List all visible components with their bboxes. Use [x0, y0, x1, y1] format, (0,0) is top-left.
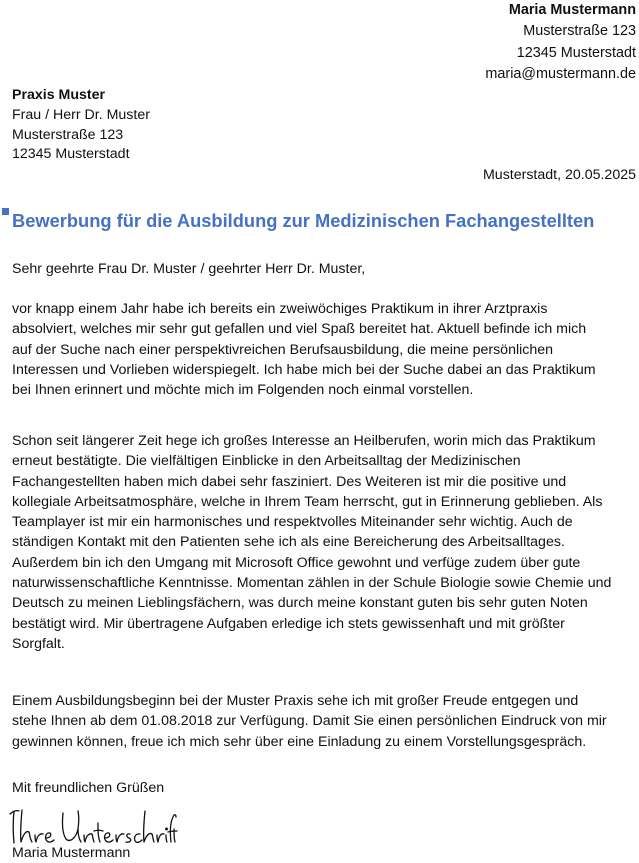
body-paragraph-2: [12, 431, 638, 654]
paragraph-line: stehe Ihnen ab dem 01.08.2018 zur Verfügung. Damit Sie einen persönlichen Eindruck von mir: [12, 713, 607, 730]
recipient-contact: Frau / Herr Dr. Muster: [12, 106, 150, 123]
paragraph-line: bei Ihnen erinnert und möchte mich im Folgenden noch einmal vorstellen.: [12, 382, 474, 399]
letter-greeting: Sehr geehrte Frau Dr. Muster / geehrter Herr Dr. Muster,: [12, 261, 366, 277]
paragraph-line: Außerdem bin ich den Umgang mit Microsoft Office gewohnt und verfüge zudem über gute: [12, 554, 581, 571]
sender-email: maria@mustermann.de: [485, 65, 636, 82]
recipient-street: Musterstraße 123: [12, 126, 124, 143]
paragraph-line: Fachangestellten haben mich dabei sehr fasziniert. Des Weiteren ist mir die positive und: [12, 473, 567, 490]
paragraph-line: ständigen Kontakt mit den Patienten sehe ich als eine Bereicherung des Arbeitsalltages.: [12, 534, 565, 551]
subject-marker: [2, 208, 9, 215]
sender-street: Musterstraße 123: [523, 23, 636, 40]
recipient-city: 12345 Musterstadt: [12, 146, 130, 163]
body-paragraph-3: [12, 691, 638, 752]
sender-address: [485, 0, 636, 85]
paragraph-line: auf der Suche nach einer perspektivreichen Berufsausbildung, die meine persönlichen: [12, 341, 554, 358]
signer-name: Maria Mustermann: [12, 845, 131, 861]
letter-closing: Mit freundlichen Grüßen: [12, 780, 165, 796]
paragraph-line: erneut bestätigte. Die vielfältigen Einblicke in den Arbeitsalltag der Medizinischen: [12, 453, 521, 470]
paragraph-line: Einem Ausbildungsbeginn bei der Muster Praxis sehe ich mit großer Freude entgegen und: [12, 693, 579, 709]
paragraph-line: absolviert, welches mir sehr gut gefallen und viel Spaß bereitet hat. Aktuell befinde ich mich: [12, 321, 587, 338]
paragraph-line: bestätigt wird. Mir übertragene Aufgaben erledige ich stets gewissenhaft und mit größter: [12, 615, 565, 632]
paragraph-line: vor knapp einem Jahr habe ich bereits ein zweiwöchiges Praktikum in ihrer Arztpraxis: [12, 301, 548, 317]
letter-subject: Bewerbung für die Ausbildung zur Medizinischen Fachangestellten: [12, 210, 595, 231]
recipient-org: Praxis Muster: [12, 87, 106, 103]
handwritten-signature: [8, 805, 178, 847]
paragraph-line: Schon seit längerer Zeit hege ich großes Interesse an Heilberufen, worin mich das Praktikum: [12, 433, 596, 449]
letter-date: Musterstadt, 20.05.2025: [482, 167, 636, 183]
paragraph-line: naturwissenschaftliche Kenntnisse. Momentan zählen in der Schule Biologie sowie Chemie und: [12, 575, 612, 592]
paragraph-line: Teamplayer ist mir ein harmonisches und respektvolles Miteinander sehr wichtig. Auch de: [12, 514, 573, 531]
paragraph-line: Deutsch zu meinen Lieblingsfächern, was durch meine konstant guten bis sehr guten Noten: [12, 595, 588, 612]
paragraph-line: Interessen und Vorlieben widerspiegelt. Ich habe mich bei der Suche dabei an das Praktikum: [12, 361, 596, 378]
paragraph-line: Sorgfalt.: [12, 635, 65, 652]
body-paragraph-1: [12, 299, 638, 400]
sender-name: Maria Mustermann: [508, 2, 636, 18]
paragraph-line: gewinnen können, freue ich mich sehr über eine Einladung zu einem Vorstellungsgespräch.: [12, 733, 587, 750]
paragraph-line: kollegiale Arbeitsatmosphäre, welche in Ihrem Team herrscht, gut in Erinnerung geblieben. Als: [12, 493, 603, 510]
recipient-address: [12, 86, 150, 165]
sender-city: 12345 Musterstadt: [516, 44, 636, 61]
